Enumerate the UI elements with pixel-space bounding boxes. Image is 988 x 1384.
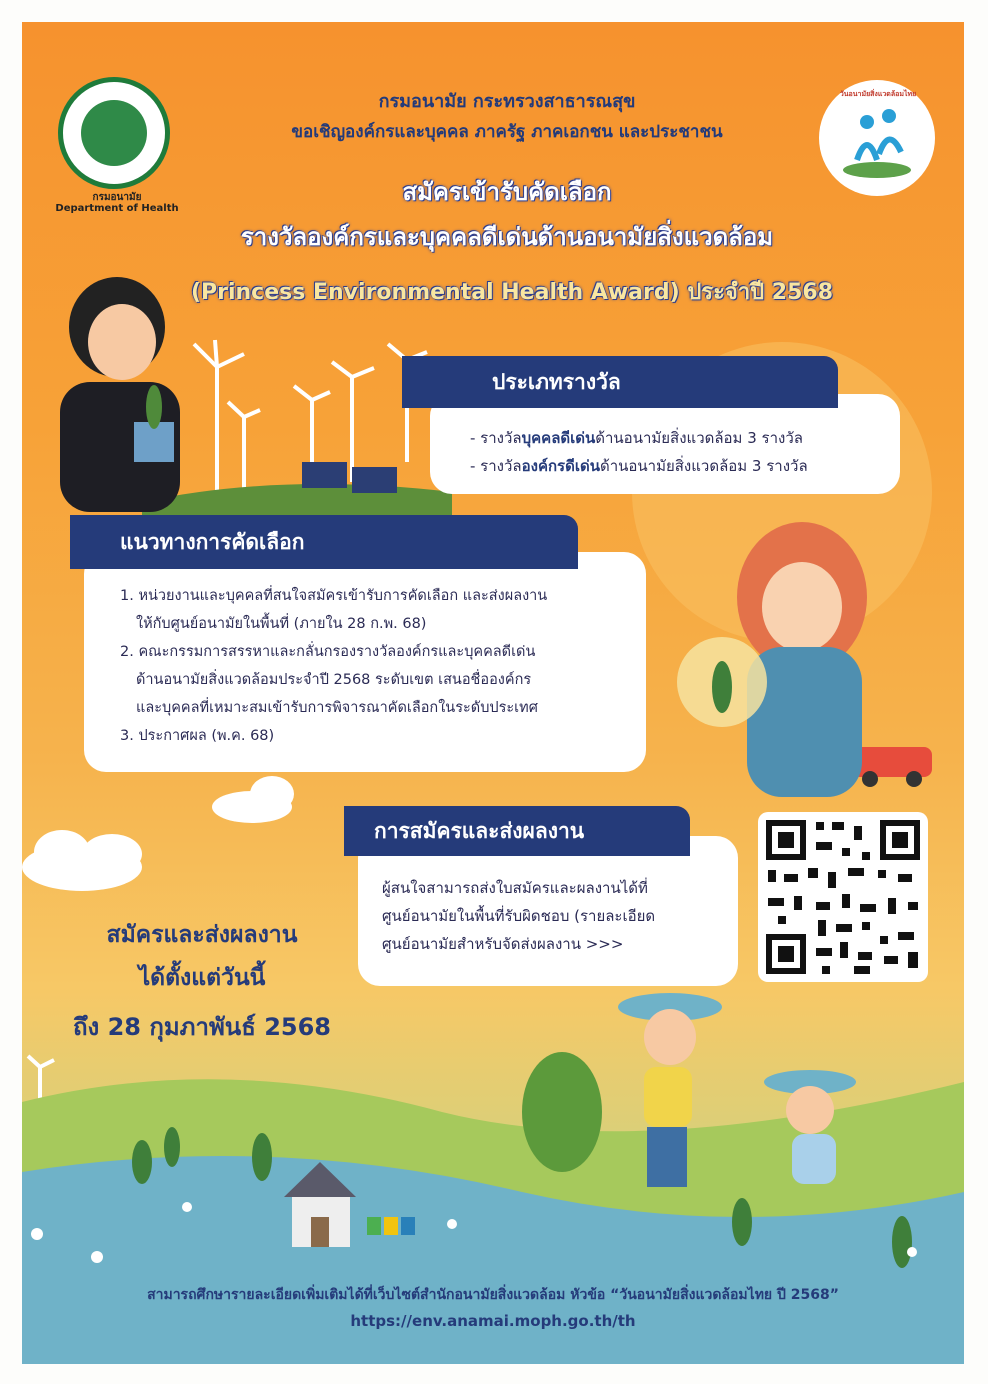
day-logo-text: วันอนามัยสิ่งแวดล้อมไทย — [839, 90, 917, 98]
deadline-line-3: ถึง 28 กุมภาพันธ์ 2568 — [72, 1013, 332, 1041]
main-title: สมัครเข้ารับคัดเลือก — [402, 178, 612, 206]
moph-logo — [58, 77, 170, 189]
award-item-organization: - รางวัลองค์กรดีเด่นด้านอนามัยสิ่งแวดล้อม 3 รางวัล — [470, 457, 808, 475]
award-item-individual: - รางวัลบุคคลดีเด่นด้านอนามัยสิ่งแวดล้อม 3 รางวัล — [470, 429, 803, 447]
caduceus-icon — [81, 100, 147, 166]
selection-line: และบุคคลที่เหมาะสมเข้ารับการพิจารณาคัดเลือกในระดับประเทศ — [136, 700, 538, 716]
recycle-bin — [367, 1217, 381, 1235]
award-title: รางวัลองค์กรและบุคคลดีเด่นด้านอนามัยสิ่งแวดล้อม — [240, 223, 774, 251]
recycle-bin — [401, 1217, 415, 1235]
car-wheel — [862, 771, 878, 787]
solar-panel — [302, 462, 347, 488]
solar-panel — [352, 467, 397, 493]
person-illustration-man — [60, 277, 180, 512]
house-door — [311, 1217, 329, 1247]
selection-line: ด้านอนามัยสิ่งแวดล้อมประจำปี 2568 ระดับเขต เสนอชื่อองค์กร — [136, 672, 532, 688]
selection-line: ให้กับศูนย์อนามัยในพื้นที่ (ภายใน 28 ก.พ. 68) — [136, 616, 427, 632]
moph-caption-en: Department of Health — [55, 203, 179, 214]
selection-card — [84, 552, 646, 772]
deadline-line-2: ได้ตั้งแต่วันนี้ — [138, 965, 266, 991]
apply-line: ผู้สนใจสามารถส่งใบสมัครและผลงานได้ที่ — [382, 879, 648, 897]
selection-line: 3. ประกาศผล (พ.ค. 68) — [120, 728, 275, 744]
moph-caption-th: กรมอนามัย — [92, 192, 142, 203]
invitation-line: ขอเชิญองค์กรและบุคคล ภาครัฐ ภาคเอกชน และประชาชน — [291, 122, 723, 142]
qr-code-icon — [758, 812, 928, 982]
car-wheel — [906, 771, 922, 787]
deadline-line-1: สมัครและส่งผลงาน — [106, 922, 298, 948]
award-types-card — [430, 394, 900, 494]
clouds — [22, 776, 294, 891]
qr-code[interactable] — [758, 812, 928, 982]
apply-card — [358, 836, 738, 986]
recycle-bin — [384, 1217, 398, 1235]
poster — [22, 22, 964, 1364]
selection-line: 2. คณะกรรมการสรรหาและกลั่นกรองรางวัลองค์กรและบุคคลดีเด่น — [120, 644, 536, 660]
selection-heading: แนวทางการคัดเลือก — [70, 515, 578, 569]
apply-line: ศูนย์อนามัยในพื้นที่รับผิดชอบ (รายละเอียด — [382, 907, 656, 925]
car — [852, 747, 932, 777]
award-english-title: (Princess Environmental Health Award) ประจำปี 2568 — [190, 280, 834, 305]
footer-url-link[interactable]: https://env.anamai.moph.go.th/th — [350, 1312, 636, 1330]
selection-line: 1. หน่วยงานและบุคคลที่สนใจสมัครเข้ารับการคัดเลือก และส่งผลงาน — [120, 588, 548, 604]
organizer-line: กรมอนามัย กระทรวงสาธารณสุข — [378, 91, 636, 112]
apply-line: ศูนย์อนามัยสำหรับจัดส่งผลงาน >>> — [382, 935, 624, 953]
apply-heading: การสมัครและส่งผลงาน — [344, 806, 690, 856]
footer-info: สามารถศึกษารายละเอียดเพิ่มเติมได้ที่เว็บไซต์สำนักอนามัยสิ่งแวดล้อม หัวข้อ “วันอนามัยสิ่งแวดล้อมไทย ปี 2568” — [147, 1287, 839, 1303]
award-types-heading: ประเภทรางวัล — [402, 356, 838, 408]
